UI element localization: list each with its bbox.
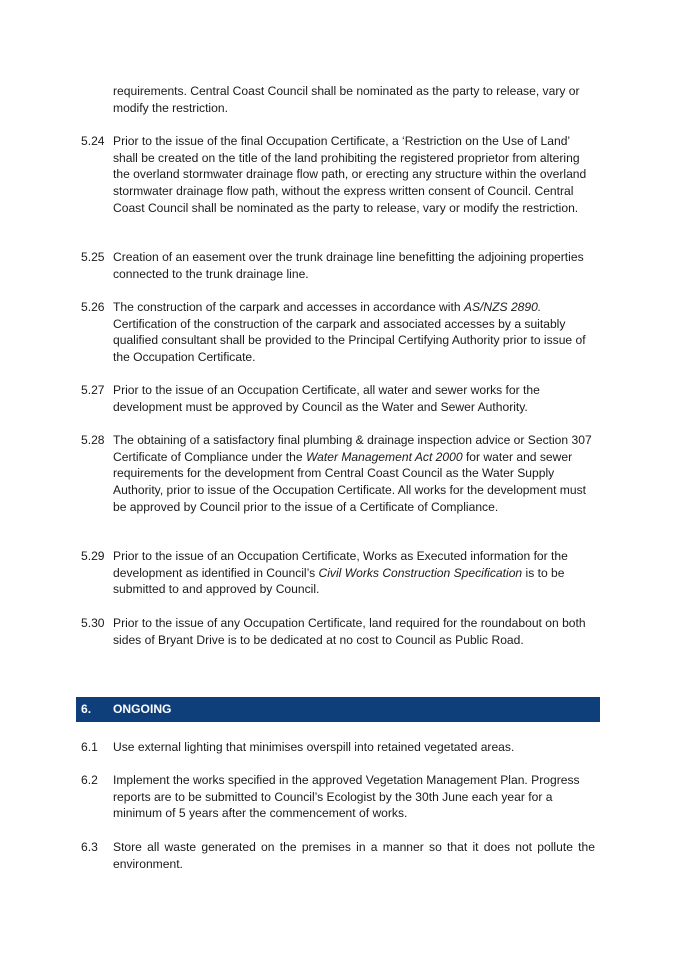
item-text-5-24: Prior to the issue of the final Occupation Certificate, a ‘Restriction on the Use of Land’ shall be created on the title of the land prohibiting the registered proprietor from altering the overland stormwater drainage flow path, or erecting any structure within the overland stormwater drainage flow path, without the express written consent of Council. Central Coast Council shall be nominated as the party to release, vary or modify the restriction. — [113, 134, 587, 215]
section-title: ONGOING — [113, 702, 172, 716]
item-text-5-28-a: The obtaining of a satisfactory final plumbing & drainage inspection advice or Section 307 Certificate of Compliance under the — [113, 433, 592, 464]
act-reference: Water Management Act 2000 — [305, 449, 463, 464]
item-text-5-30: Prior to the issue of any Occupation Certificate, land required for the roundabout on both sides of Bryant Drive is to be dedicated at no cost to Council as Public Road. — [113, 616, 586, 647]
item-number-5-26: 5.26 — [81, 300, 105, 314]
item-text-5-26-b: Certification of the construction of the carpark and associated accesses by a suitably qualified consultant shall be provided to the Principal Certifying Authority prior to issue of the Occupation Certificate. — [113, 316, 586, 365]
item-number-5-28: 5.28 — [81, 433, 105, 447]
item-text-5-25: Creation of an easement over the trunk drainage line benefitting the adjoining properties connected to the trunk drainage line. — [113, 250, 584, 281]
item-text-5-28 — [113, 432, 595, 516]
item-number-5-30: 5.30 — [81, 616, 105, 630]
item-number-5-24: 5.24 — [81, 134, 105, 148]
item-number-6-2: 6.2 — [81, 773, 98, 787]
item-text-6-2: Implement the works specified in the approved Vegetation Management Plan. Progress reports are to be submitted to Council’s Ecologist by the 30th June each year for a minimum of 5 years after the commencement of works. — [113, 773, 580, 821]
item-number-5-29: 5.29 — [81, 549, 105, 563]
specification-reference: Civil Works Construction Specification — [318, 565, 523, 580]
item-text-5-29 — [113, 548, 595, 598]
item-text-5-29-a: Prior to the issue of an Occupation Certificate, Works as Executed information for the development as identified in Council’s — [113, 549, 568, 580]
standard-reference: AS/NZS 2890. — [463, 300, 542, 314]
item-text-5-27: Prior to the issue of an Occupation Certificate, all water and sewer works for the development must be approved by Council as the Water and Sewer Authority. — [113, 383, 540, 414]
item-number-6-1: 6.1 — [81, 740, 98, 754]
item-text-5-29-b: is to be submitted to and approved by Council. — [113, 565, 565, 597]
item-text-5-26 — [113, 299, 595, 366]
item-text-6-1: Use external lighting that minimises overspill into retained vegetated areas. — [113, 740, 515, 754]
item-text-5-26-a: The construction of the carpark and accesses in accordance with — [113, 300, 464, 314]
item-number-6-3: 6.3 — [81, 840, 98, 854]
item-number-5-27: 5.27 — [81, 383, 105, 397]
item-text-6-3: Store all waste generated on the premises in a manner so that it does not pollute the environment. — [113, 840, 595, 871]
section-number: 6. — [81, 702, 92, 716]
item-text-5-28-b: for water and sewer requirements for the development from Central Coast Council as the Water Supply Authority, prior to issue of the Occupation Certificate. All works for the development must be approved by Council prior to the issue of a Certificate of Compliance. — [113, 449, 586, 514]
continuation-paragraph: requirements. Central Coast Council shall be nominated as the party to release, vary or modify the restriction. — [113, 84, 580, 115]
section-heading-ongoing — [76, 697, 600, 722]
item-number-5-25: 5.25 — [81, 250, 105, 264]
